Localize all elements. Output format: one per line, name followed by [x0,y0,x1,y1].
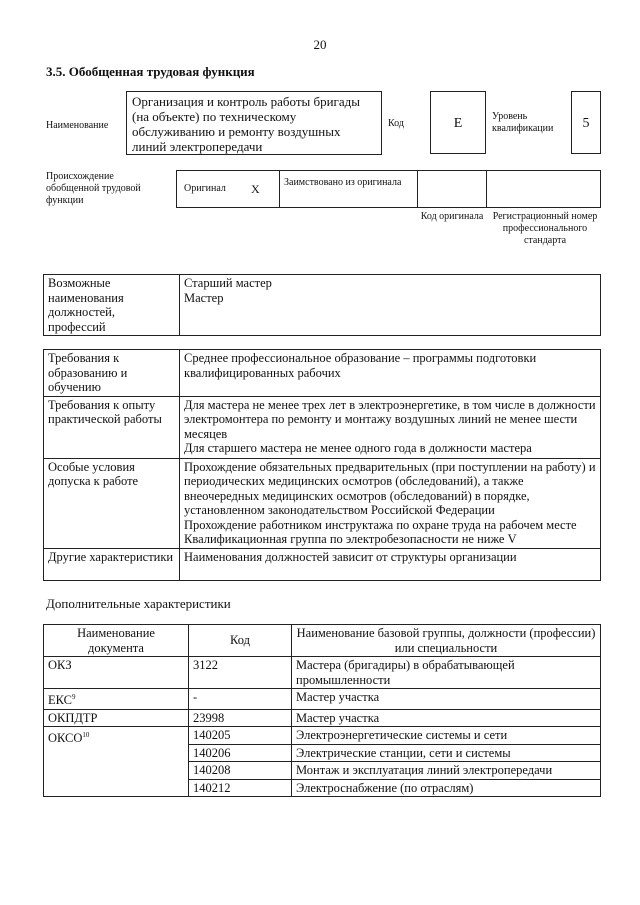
row-name: Электроэнергетические системы и сети [292,727,601,745]
reg-number-label: Регистрационный номер профессионального стандарта [492,211,598,246]
origin-divider-1 [279,170,280,208]
origin-divider-2 [417,170,418,208]
positions-table [43,274,601,336]
row-name: Мастера (бригадиры) в обрабатывающей промышленности [292,657,601,689]
req-other-text [180,548,601,580]
req-line: Квалификационная группа по электробезопасности не ниже V [184,532,517,546]
req-conditions-text [180,458,601,548]
row-code: 140206 [189,744,292,762]
code-label: Код [388,118,404,129]
original-mark: X [251,182,260,196]
requirements-table [43,349,601,581]
row-name: Электрические станции, сети и системы [292,744,601,762]
req-experience-label: Требования к опыту практической работы [44,396,180,458]
row-code: - [189,689,292,710]
positions-label: Возможные наименования должностей, профессий [44,275,180,336]
borrowed-label: Заимствовано из оригинала [284,177,402,188]
row-doc: ОКПДТР [44,709,189,727]
table-row [44,709,601,727]
header-name: Наименование базовой группы, должности (профессии) или специальности [292,625,601,657]
name-label: Наименование [46,120,109,131]
row-code: 140208 [189,762,292,780]
row-code: 140212 [189,779,292,797]
footnote-ref: 10 [82,731,90,740]
code-value-box: E [430,91,486,154]
row-code: 3122 [189,657,292,689]
row-code: 140205 [189,727,292,745]
origin-table [176,170,601,208]
req-other-label: Другие характеристики [44,548,180,580]
header-code: Код [189,625,292,657]
positions-values [180,275,601,336]
section-heading: 3.5. Обобщенная трудовая функция [46,64,255,79]
row-name: Электроснабжение (по отраслям) [292,779,601,797]
req-line: Прохождение обязательных предварительных (при поступлении на работу) и периодических медицинских осмотров (обследований), а также внеочередных медицинских осмотров (обследований) в порядке, установленном законодательством Российской Федерации [184,459,596,517]
position-item: Старший мастер [184,276,272,290]
req-line: Для старшего мастера не менее одного года в должности мастера [184,441,532,455]
function-name-box: Организация и контроль работы бригады (на объекте) по техническому обслуживанию и ремонту воздушных линий электропередачи [126,91,382,155]
req-line: Наименования должностей зависит от структуры организации [184,549,517,564]
req-line: Среднее профессиональное образование – программы подготовки квалифицированных рабочих [184,351,537,380]
req-line: Для мастера не менее трех лет в электроэнергетике, в том числе в должности электромонтера по ремонту и монтажу воздушных линий не менее шести месяцев [184,397,596,441]
orig-code-label: Код оригинала [420,211,484,222]
table-row [44,727,601,745]
additional-title: Дополнительные характеристики [46,596,231,611]
row-doc: ЕКС$^9$ [44,689,189,710]
row-name: Монтаж и эксплуатация линий электропередачи [292,762,601,780]
origin-divider-3 [486,170,487,208]
req-conditions-label: Особые условия допуска к работе [44,458,180,548]
row-name: Мастер участка [292,709,601,727]
table-row [44,657,601,689]
page-number: 20 [313,37,327,52]
footnote-ref: 9 [72,693,76,701]
row-code: 23998 [189,709,292,727]
table-row [44,689,601,710]
row-name: Мастер участка [292,689,601,710]
req-line: Прохождение работником инструктажа по охране труда на рабочем месте [184,517,577,532]
origin-label: Происхождение обобщенной трудовой функции [46,171,141,206]
row-doc: ОКСО$^{10}$ [44,727,189,797]
row-doc: ОКЗ [44,657,189,689]
header-doc: Наименование документа [44,625,189,657]
level-value-box: 5 [571,91,601,154]
original-label: Оригинал [184,183,226,194]
position-item: Мастер [184,290,224,305]
req-education-text [180,350,601,397]
req-experience-text [180,396,601,458]
req-education-label: Требования к образованию и обучению [44,350,180,397]
level-label: Уровень квалификации [492,111,554,134]
additional-table [43,624,601,797]
